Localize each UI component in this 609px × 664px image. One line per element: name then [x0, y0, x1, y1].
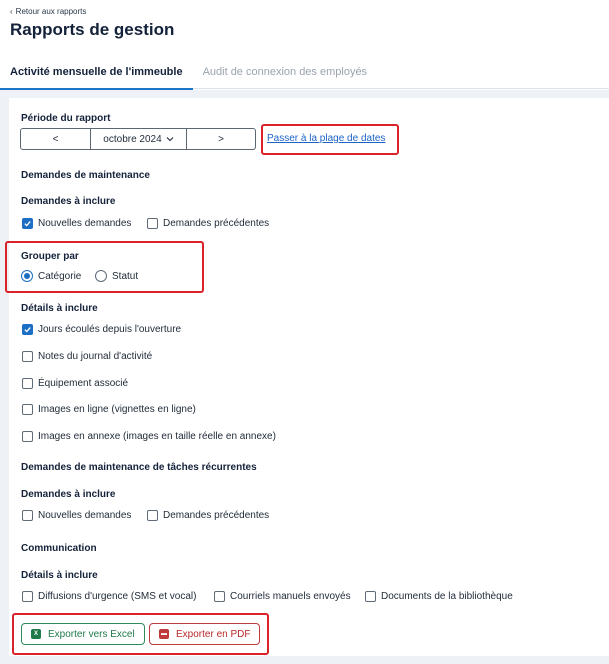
- radio-icon: [95, 270, 107, 282]
- export-pdf-button[interactable]: [149, 623, 260, 645]
- checkbox-icon: [22, 510, 33, 521]
- maintenance-new-requests-checkbox[interactable]: [22, 218, 131, 229]
- checkbox-icon: [22, 351, 33, 362]
- option-label: Notes du journal d'activité: [38, 351, 153, 362]
- detail-activity-notes-checkbox[interactable]: [22, 351, 152, 362]
- option-label: Équipement associé: [38, 378, 129, 389]
- checkbox-icon: [214, 591, 225, 602]
- checkbox-icon: [147, 218, 158, 229]
- detail-appendix-images-checkbox[interactable]: [22, 431, 276, 442]
- export-excel-button[interactable]: [21, 623, 145, 645]
- recurring-heading: Demandes de maintenance de tâches récurrentes: [21, 462, 257, 473]
- option-label: Demandes précédentes: [163, 510, 270, 521]
- pdf-icon: ▬: [161, 631, 167, 637]
- month-select[interactable]: [91, 129, 187, 149]
- checkbox-icon: [22, 591, 33, 602]
- report-panel: [0, 90, 609, 664]
- maintenance-include-label: Demandes à inclure: [21, 196, 116, 207]
- chevron-right-icon: >: [218, 133, 224, 145]
- option-label: Courriels manuels envoyés: [230, 591, 351, 602]
- period-label: Période du rapport: [21, 113, 111, 124]
- communication-heading: Communication: [21, 543, 97, 554]
- chevron-down-icon: [166, 136, 174, 142]
- maintenance-heading: Demandes de maintenance: [21, 170, 150, 181]
- option-label: Catégorie: [38, 270, 82, 282]
- recurring-new-requests-checkbox[interactable]: [22, 510, 131, 521]
- switch-date-range-link[interactable]: Passer à la plage de dates: [267, 133, 386, 144]
- recurring-previous-requests-checkbox[interactable]: [147, 510, 269, 521]
- comm-library-documents-checkbox[interactable]: [365, 591, 513, 602]
- comm-emergency-broadcasts-checkbox[interactable]: [22, 591, 196, 602]
- option-label: Documents de la bibliothèque: [381, 591, 513, 602]
- option-label: Jours écoulés depuis l'ouverture: [38, 324, 182, 335]
- checkbox-icon: [22, 404, 33, 415]
- maintenance-details-label: Détails à inclure: [21, 303, 98, 314]
- month-value: octobre 2024: [103, 133, 162, 145]
- option-label: Images en ligne (vignettes en ligne): [38, 404, 196, 415]
- next-month-button[interactable]: [187, 129, 255, 149]
- communication-details-label: Détails à inclure: [21, 570, 98, 581]
- excel-icon: X: [31, 629, 41, 639]
- group-by-status-radio[interactable]: [95, 270, 138, 282]
- chevron-left-icon: ‹: [10, 7, 13, 16]
- checkbox-icon: [22, 378, 33, 389]
- detail-equipment-checkbox[interactable]: [22, 378, 128, 389]
- tab-bar: [0, 56, 609, 89]
- previous-month-button[interactable]: [21, 129, 91, 149]
- tab-employee-login-audit[interactable]: Audit de connexion des employés: [202, 66, 368, 78]
- export-excel-label: Exporter vers Excel: [48, 628, 135, 640]
- checkbox-icon: [365, 591, 376, 602]
- checkbox-checked-icon: [22, 324, 33, 335]
- option-label: Demandes précédentes: [163, 218, 270, 229]
- option-label: Statut: [112, 270, 139, 282]
- report-options-card: [9, 98, 609, 656]
- detail-days-elapsed-checkbox[interactable]: [22, 324, 181, 335]
- page-title: Rapports de gestion: [10, 20, 175, 39]
- option-label: Images en annexe (images en taille réelle en annexe): [38, 431, 276, 442]
- chevron-left-icon: <: [52, 133, 59, 145]
- recurring-include-label: Demandes à inclure: [21, 489, 116, 500]
- option-label: Nouvelles demandes: [38, 218, 132, 229]
- back-link-label: Retour aux rapports: [15, 7, 87, 16]
- group-by-highlight: [5, 241, 204, 293]
- group-by-label: Grouper par: [21, 251, 79, 262]
- comm-manual-emails-checkbox[interactable]: [214, 591, 351, 602]
- back-to-reports-link[interactable]: [10, 7, 86, 16]
- export-pdf-label: Exporter en PDF: [176, 628, 251, 640]
- option-label: Diffusions d'urgence (SMS et vocal): [38, 591, 197, 602]
- group-by-category-radio[interactable]: [21, 270, 81, 282]
- maintenance-previous-requests-checkbox[interactable]: [147, 218, 269, 229]
- radio-selected-icon: [21, 270, 33, 282]
- checkbox-icon: [22, 431, 33, 442]
- month-pager: [20, 128, 256, 150]
- checkbox-checked-icon: [22, 218, 33, 229]
- checkbox-icon: [147, 510, 158, 521]
- option-label: Nouvelles demandes: [38, 510, 132, 521]
- tab-monthly-activity[interactable]: Activité mensuelle de l'immeuble: [0, 56, 193, 89]
- detail-inline-images-checkbox[interactable]: [22, 404, 196, 415]
